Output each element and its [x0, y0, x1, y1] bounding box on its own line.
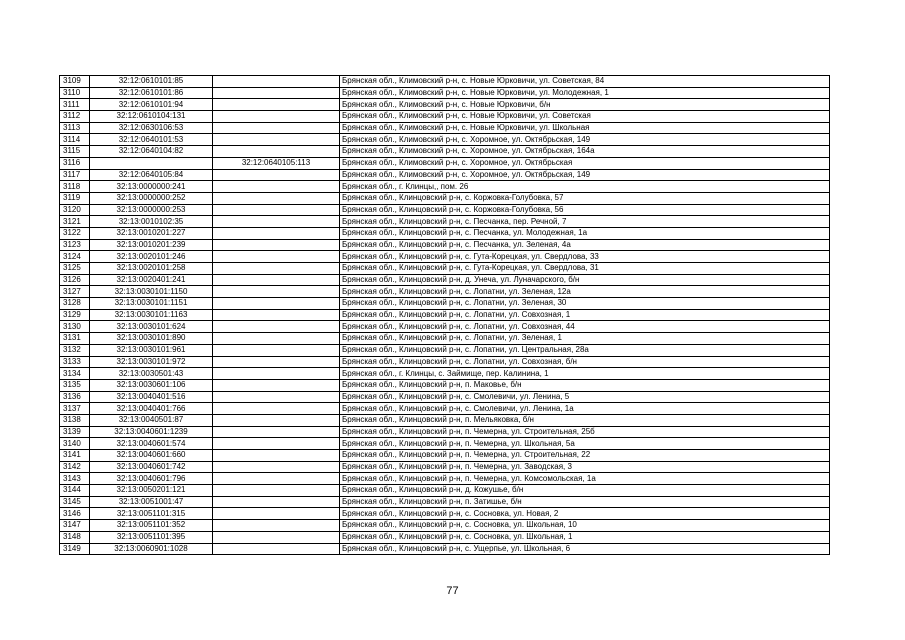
- address-cell: Брянская обл., Клинцовский р-н, п. Чемерна, ул. Строительная, 25б: [340, 426, 830, 438]
- cadastral-number-alt-cell: [213, 461, 340, 473]
- address-cell: Брянская обл., Климовский р-н, с. Новые Юрковичи, б/н: [340, 99, 830, 111]
- cadastral-number-cell: 32:13:0030501:43: [90, 368, 213, 380]
- cadastral-number-cell: 32:13:0030101:1163: [90, 309, 213, 321]
- cadastral-number-alt-cell: [213, 473, 340, 485]
- row-number-cell: 3137: [60, 403, 90, 415]
- row-number-cell: 3123: [60, 239, 90, 251]
- table-row: [60, 263, 830, 275]
- cadastral-number-cell: 32:13:0040401:516: [90, 391, 213, 403]
- cadastral-number-alt-cell: [213, 414, 340, 426]
- row-number-cell: 3122: [60, 227, 90, 239]
- cadastral-number-alt-cell: [213, 543, 340, 555]
- row-number-cell: 3109: [60, 76, 90, 88]
- row-number-cell: 3140: [60, 438, 90, 450]
- cadastral-number-cell: 32:13:0030101:1150: [90, 286, 213, 298]
- cadastral-number-cell: 32:13:0040601:660: [90, 450, 213, 462]
- cadastral-number-cell: 32:13:0000000:241: [90, 181, 213, 193]
- table-row: [60, 508, 830, 520]
- cadastral-number-alt-cell: [213, 309, 340, 321]
- row-number-cell: 3118: [60, 181, 90, 193]
- table-row: [60, 356, 830, 368]
- table-row: [60, 251, 830, 263]
- row-number-cell: 3120: [60, 204, 90, 216]
- cadastral-number-alt-cell: [213, 99, 340, 111]
- cadastral-number-cell: 32:12:0640105:84: [90, 169, 213, 181]
- row-number-cell: 3144: [60, 485, 90, 497]
- row-number-cell: 3129: [60, 309, 90, 321]
- cadastral-number-cell: 32:12:0610101:85: [90, 76, 213, 88]
- table-row: [60, 274, 830, 286]
- cadastral-number-alt-cell: [213, 204, 340, 216]
- row-number-cell: 3127: [60, 286, 90, 298]
- cadastral-number-cell: 32:13:0010201:227: [90, 227, 213, 239]
- row-number-cell: 3124: [60, 251, 90, 263]
- cadastral-number-alt-cell: [213, 239, 340, 251]
- cadastral-number-cell: 32:12:0630106:53: [90, 122, 213, 134]
- address-cell: Брянская обл., Клинцовский р-н, с. Лопатни, ул. Совхозная, 1: [340, 309, 830, 321]
- cadastral-number-alt-cell: [213, 344, 340, 356]
- row-number-cell: 3143: [60, 473, 90, 485]
- cadastral-number-cell: 32:13:0051001:47: [90, 496, 213, 508]
- cadastral-number-cell: 32:13:0040601:796: [90, 473, 213, 485]
- cadastral-number-cell: 32:13:0060901:1028: [90, 543, 213, 555]
- cadastral-number-cell: 32:12:0640104:82: [90, 146, 213, 158]
- table-row: [60, 414, 830, 426]
- address-cell: Брянская обл., Клинцовский р-н, с. Коржовка-Голубовка, 56: [340, 204, 830, 216]
- address-cell: Брянская обл., Климовский р-н, с. Новые Юрковичи, ул. Молодежная, 1: [340, 87, 830, 99]
- address-cell: Брянская обл., Клинцовский р-н, д. Унеча, ул. Луначарского, б/н: [340, 274, 830, 286]
- address-cell: Брянская обл., Климовский р-н, с. Новые Юрковичи, ул. Советская, 84: [340, 76, 830, 88]
- cadastral-number-alt-cell: [213, 426, 340, 438]
- cadastral-number-cell: 32:12:0610101:86: [90, 87, 213, 99]
- address-cell: Брянская обл., Климовский р-н, с. Хоромное, ул. Октябрьская, 164а: [340, 146, 830, 158]
- row-number-cell: 3149: [60, 543, 90, 555]
- address-cell: Брянская обл., Клинцовский р-н, с. Песчанка, ул. Молодежная, 1а: [340, 227, 830, 239]
- cadastral-number-alt-cell: [213, 379, 340, 391]
- table-row: [60, 496, 830, 508]
- row-number-cell: 3117: [60, 169, 90, 181]
- table-row: [60, 543, 830, 555]
- address-cell: Брянская обл., Клинцовский р-н, с. Гута-Корецкая, ул. Свердлова, 31: [340, 263, 830, 275]
- row-number-cell: 3113: [60, 122, 90, 134]
- address-cell: Брянская обл., г. Клинцы, с. Займище, пер. Калинина, 1: [340, 368, 830, 380]
- address-cell: Брянская обл., Клинцовский р-н, с. Песчанка, пер. Речной, 7: [340, 216, 830, 228]
- cadastral-number-alt-cell: [213, 181, 340, 193]
- cadastral-number-alt-cell: [213, 263, 340, 275]
- row-number-cell: 3130: [60, 321, 90, 333]
- cadastral-number-alt-cell: [213, 76, 340, 88]
- table-row: [60, 391, 830, 403]
- cadastral-number-cell: 32:13:0040601:742: [90, 461, 213, 473]
- row-number-cell: 3141: [60, 450, 90, 462]
- row-number-cell: 3125: [60, 263, 90, 275]
- cadastral-number-cell: 32:12:0640101:53: [90, 134, 213, 146]
- cadastral-number-alt-cell: [213, 87, 340, 99]
- cadastral-number-cell: 32:12:0610104:131: [90, 111, 213, 123]
- cadastral-number-alt-cell: [213, 286, 340, 298]
- row-number-cell: 3114: [60, 134, 90, 146]
- table-row: [60, 134, 830, 146]
- cadastral-number-cell: 32:13:0000000:252: [90, 192, 213, 204]
- cadastral-number-alt-cell: [213, 368, 340, 380]
- table-row: [60, 122, 830, 134]
- cadastral-number-alt-cell: [213, 520, 340, 532]
- row-number-cell: 3128: [60, 298, 90, 310]
- row-number-cell: 3138: [60, 414, 90, 426]
- cadastral-number-alt-cell: [213, 485, 340, 497]
- address-cell: Брянская обл., Клинцовский р-н, с. Лопатни, ул. Зеленая, 30: [340, 298, 830, 310]
- cadastral-number-cell: 32:13:0010201:239: [90, 239, 213, 251]
- cadastral-number-alt-cell: [213, 438, 340, 450]
- row-number-cell: 3133: [60, 356, 90, 368]
- table-row: [60, 204, 830, 216]
- table-row: [60, 473, 830, 485]
- table-row: [60, 111, 830, 123]
- address-cell: Брянская обл., Климовский р-н, с. Хоромное, ул. Октябрьская, 149: [340, 134, 830, 146]
- cadastral-number-alt-cell: [213, 274, 340, 286]
- table-row: [60, 344, 830, 356]
- table-row: [60, 216, 830, 228]
- address-cell: Брянская обл., Клинцовский р-н, п. Чемерна, ул. Строительная, 22: [340, 450, 830, 462]
- row-number-cell: 3126: [60, 274, 90, 286]
- address-cell: Брянская обл., Клинцовский р-н, с. Ущерпье, ул. Школьная, 6: [340, 543, 830, 555]
- address-cell: Брянская обл., Клинцовский р-н, с. Смолевичи, ул. Ленина, 5: [340, 391, 830, 403]
- cadastral-number-alt-cell: [213, 298, 340, 310]
- cadastral-number-cell: 32:13:0030101:624: [90, 321, 213, 333]
- cadastral-number-cell: [90, 157, 213, 169]
- table-row: [60, 286, 830, 298]
- page-number: 77: [446, 585, 459, 597]
- cadastral-number-alt-cell: [213, 134, 340, 146]
- address-cell: Брянская обл., Клинцовский р-н, с. Лопатни, ул. Зеленая, 1: [340, 333, 830, 345]
- cadastral-number-alt-cell: [213, 508, 340, 520]
- table-row: [60, 438, 830, 450]
- row-number-cell: 3139: [60, 426, 90, 438]
- cadastral-number-alt-cell: [213, 356, 340, 368]
- table-row: [60, 379, 830, 391]
- address-cell: Брянская обл., Клинцовский р-н, с. Лопатни, ул. Центральная, 28а: [340, 344, 830, 356]
- address-cell: Брянская обл., Клинцовский р-н, п. Чемерна, ул. Заводская, 3: [340, 461, 830, 473]
- cadastral-number-alt-cell: [213, 111, 340, 123]
- address-cell: Брянская обл., Клинцовский р-н, с. Лопатни, ул. Зеленая, 12а: [340, 286, 830, 298]
- table-row: [60, 169, 830, 181]
- address-cell: Брянская обл., Клинцовский р-н, д. Кожушье, б/н: [340, 485, 830, 497]
- address-cell: Брянская обл., Клинцовский р-н, п. Маковье, б/н: [340, 379, 830, 391]
- cadastral-number-alt-cell: [213, 333, 340, 345]
- row-number-cell: 3135: [60, 379, 90, 391]
- row-number-cell: 3112: [60, 111, 90, 123]
- row-number-cell: 3116: [60, 157, 90, 169]
- row-number-cell: 3134: [60, 368, 90, 380]
- cadastral-number-alt-cell: [213, 531, 340, 543]
- row-number-cell: 3146: [60, 508, 90, 520]
- address-cell: Брянская обл., Климовский р-н, с. Хоромное, ул. Октябрьская: [340, 157, 830, 169]
- cadastral-number-cell: 32:12:0610101:94: [90, 99, 213, 111]
- cadastral-number-cell: 32:13:0010102:35: [90, 216, 213, 228]
- address-cell: Брянская обл., Клинцовский р-н, с. Смолевичи, ул. Ленина, 1а: [340, 403, 830, 415]
- row-number-cell: 3145: [60, 496, 90, 508]
- cadastral-number-cell: 32:13:0040601:574: [90, 438, 213, 450]
- cadastral-number-alt-cell: [213, 122, 340, 134]
- cadastral-number-alt-cell: [213, 192, 340, 204]
- row-number-cell: 3110: [60, 87, 90, 99]
- cadastral-number-alt-cell: [213, 216, 340, 228]
- row-number-cell: 3132: [60, 344, 90, 356]
- cadastral-number-cell: 32:13:0040501:87: [90, 414, 213, 426]
- cadastral-number-cell: 32:13:0020101:258: [90, 263, 213, 275]
- address-cell: Брянская обл., Клинцовский р-н, с. Лопатни, ул. Совхозная, 44: [340, 321, 830, 333]
- table-row: [60, 426, 830, 438]
- address-cell: Брянская обл., Клинцовский р-н, с. Песчанка, ул. Зеленая, 4а: [340, 239, 830, 251]
- cadastral-number-cell: 32:13:0030601:106: [90, 379, 213, 391]
- table-row: [60, 239, 830, 251]
- address-cell: Брянская обл., Климовский р-н, с. Хоромное, ул. Октябрьская, 149: [340, 169, 830, 181]
- cadastral-number-cell: 32:13:0030101:961: [90, 344, 213, 356]
- table-row: [60, 298, 830, 310]
- cadastral-number-cell: 32:13:0040401:766: [90, 403, 213, 415]
- table-row: [60, 157, 830, 169]
- table-row: [60, 87, 830, 99]
- row-number-cell: 3111: [60, 99, 90, 111]
- address-cell: Брянская обл., Клинцовский р-н, п. Мельяковка, б/н: [340, 414, 830, 426]
- address-cell: Брянская обл., Клинцовский р-н, с. Сосновка, ул. Школьная, 10: [340, 520, 830, 532]
- cadastral-number-alt-cell: [213, 391, 340, 403]
- cadastral-number-cell: 32:13:0050201:121: [90, 485, 213, 497]
- address-cell: Брянская обл., Климовский р-н, с. Новые Юрковичи, ул. Школьная: [340, 122, 830, 134]
- address-cell: Брянская обл., Климовский р-н, с. Новые Юрковичи, ул. Советская: [340, 111, 830, 123]
- row-number-cell: 3119: [60, 192, 90, 204]
- cadastral-number-cell: 32:13:0030101:972: [90, 356, 213, 368]
- cadastral-number-cell: 32:13:0000000:253: [90, 204, 213, 216]
- address-cell: Брянская обл., Клинцовский р-н, с. Гута-Корецкая, ул. Свердлова, 33: [340, 251, 830, 263]
- table-row: [60, 368, 830, 380]
- table-row: [60, 333, 830, 345]
- address-cell: Брянская обл., г. Клинцы,, пом. 26: [340, 181, 830, 193]
- table-row: [60, 309, 830, 321]
- cadastral-number-cell: 32:13:0051101:352: [90, 520, 213, 532]
- row-number-cell: 3115: [60, 146, 90, 158]
- table-row: [60, 520, 830, 532]
- row-number-cell: 3147: [60, 520, 90, 532]
- records-table: [59, 75, 830, 555]
- table-row: [60, 450, 830, 462]
- records-body: [60, 76, 830, 555]
- cadastral-number-alt-cell: [213, 227, 340, 239]
- table-row: [60, 403, 830, 415]
- address-cell: Брянская обл., Клинцовский р-н, с. Коржовка-Голубовка, 57: [340, 192, 830, 204]
- table-row: [60, 321, 830, 333]
- cadastral-number-alt-cell: [213, 496, 340, 508]
- address-cell: Брянская обл., Клинцовский р-н, п. Чемерна, ул. Комсомольская, 1а: [340, 473, 830, 485]
- cadastral-number-alt-cell: [213, 146, 340, 158]
- row-number-cell: 3131: [60, 333, 90, 345]
- cadastral-number-cell: 32:13:0020401:241: [90, 274, 213, 286]
- table-row: [60, 485, 830, 497]
- cadastral-number-cell: 32:13:0040601:1239: [90, 426, 213, 438]
- address-cell: Брянская обл., Клинцовский р-н, п. Затишье, б/н: [340, 496, 830, 508]
- address-cell: Брянская обл., Клинцовский р-н, с. Сосновка, ул. Новая, 2: [340, 508, 830, 520]
- cadastral-number-alt-cell: [213, 251, 340, 263]
- row-number-cell: 3142: [60, 461, 90, 473]
- table-row: [60, 99, 830, 111]
- address-cell: Брянская обл., Клинцовский р-н, с. Сосновка, ул. Школьная, 1: [340, 531, 830, 543]
- address-cell: Брянская обл., Клинцовский р-н, п. Чемерна, ул. Школьная, 5а: [340, 438, 830, 450]
- address-cell: Брянская обл., Клинцовский р-н, с. Лопатни, ул. Совхозная, б/н: [340, 356, 830, 368]
- table-row: [60, 531, 830, 543]
- cadastral-number-alt-cell: [213, 169, 340, 181]
- cadastral-number-cell: 32:13:0030101:1151: [90, 298, 213, 310]
- cadastral-number-cell: 32:13:0030101:890: [90, 333, 213, 345]
- cadastral-number-cell: 32:13:0051101:395: [90, 531, 213, 543]
- table-row: [60, 146, 830, 158]
- cadastral-number-alt-cell: [213, 321, 340, 333]
- row-number-cell: 3136: [60, 391, 90, 403]
- cadastral-number-alt-cell: 32:12:0640105:113: [213, 157, 340, 169]
- cadastral-number-cell: 32:13:0051101:315: [90, 508, 213, 520]
- table-row: [60, 181, 830, 193]
- table-row: [60, 461, 830, 473]
- table-row: [60, 227, 830, 239]
- table-row: [60, 76, 830, 88]
- row-number-cell: 3121: [60, 216, 90, 228]
- cadastral-number-cell: 32:13:0020101:246: [90, 251, 213, 263]
- cadastral-number-alt-cell: [213, 450, 340, 462]
- cadastral-number-alt-cell: [213, 403, 340, 415]
- row-number-cell: 3148: [60, 531, 90, 543]
- table-row: [60, 192, 830, 204]
